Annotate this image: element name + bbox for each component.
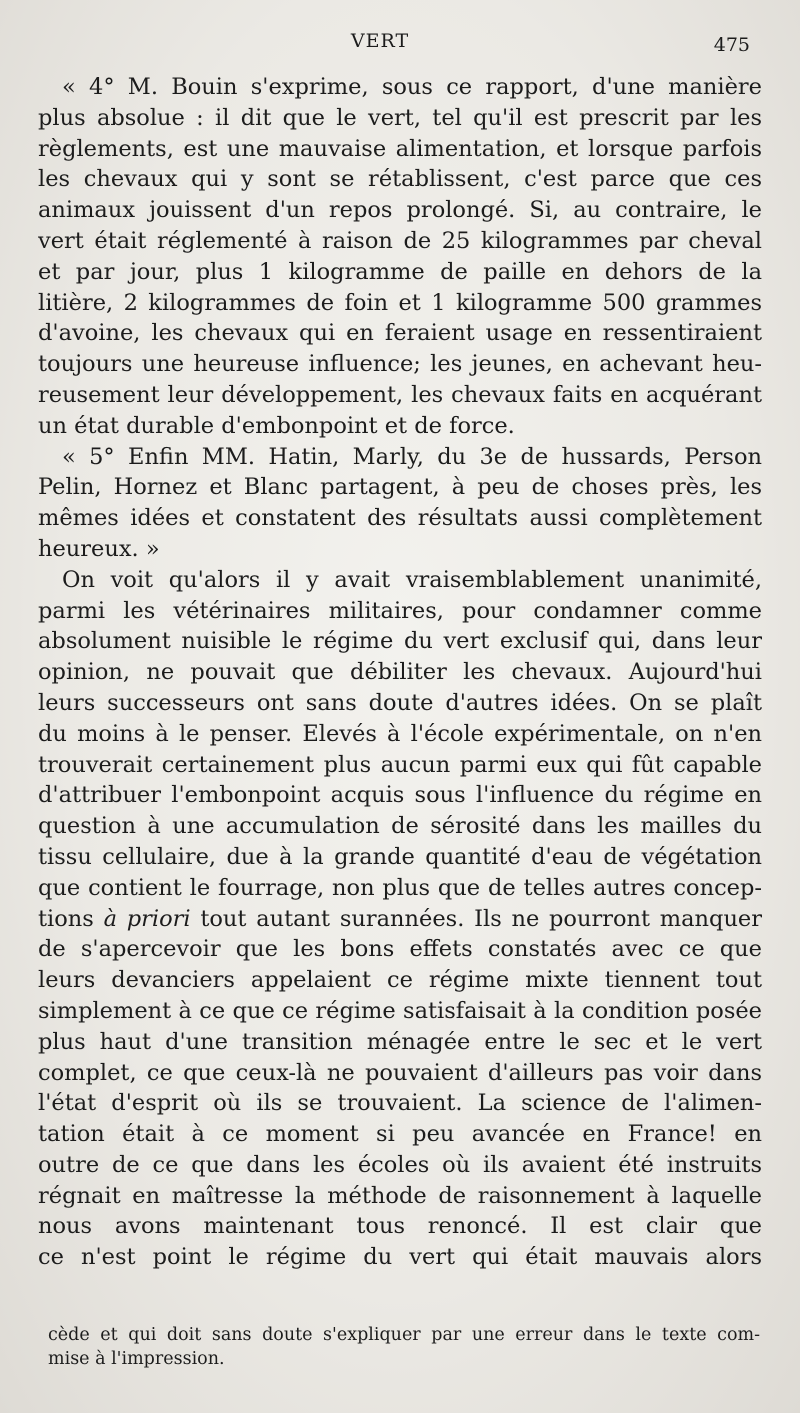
running-title: VERT <box>350 30 410 52</box>
text-line: leurs successeurs ont sans doute d'autres idées. On se plaît <box>38 689 762 716</box>
text-line: d'attribuer l'embonpoint acquis sous l'influence du régime en <box>38 782 762 809</box>
text-line: plus haut d'une transition ménagée entre le sec et le vert <box>38 1028 762 1055</box>
text-line: régnait en maîtresse la méthode de raisonnement à laquelle <box>38 1182 762 1209</box>
text-line: de s'apercevoir que les bons effets constatés avec ce que <box>38 936 762 963</box>
italic-phrase: à priori <box>103 905 191 932</box>
text-line: Pelin, Hornez et Blanc partagent, à peu de choses près, les <box>38 474 762 501</box>
page-header <box>0 30 800 60</box>
footnote <box>48 1323 760 1371</box>
body-text <box>38 72 762 1273</box>
text-line: un état durable d'embonpoint et de force. <box>38 412 515 439</box>
text-line: opinion, ne pouvait que débiliter les chevaux. Aujourd'hui <box>38 659 762 686</box>
text-line: toujours une heureuse influence; les jeunes, en achevant heu- <box>38 351 762 378</box>
text-line: « 4° M. Bouin s'exprime, sous ce rapport, d'une manière <box>62 74 762 100</box>
text-line-end: tout autant surannées. Ils ne pourront manquer <box>200 905 762 932</box>
text-line: ce n'est point le régime du vert qui était mauvais alors <box>38 1244 762 1271</box>
text-line <box>38 904 762 935</box>
text-line: animaux jouissent d'un repos prolongé. Si, au contraire, le <box>38 197 762 224</box>
text-line-start: tions <box>38 905 94 932</box>
text-line: les chevaux qui y sont se rétablissent, c'est parce que ces <box>38 166 762 193</box>
text-line: l'état d'esprit où ils se trouvaient. La science de l'alimen- <box>38 1090 762 1117</box>
text-line: question à une accumulation de sérosité dans les mailles du <box>38 813 762 840</box>
text-line: complet, ce que ceux-là ne pouvaient d'ailleurs pas voir dans <box>38 1059 762 1086</box>
text-line: mêmes idées et constatent des résultats aussi complètement <box>38 505 762 532</box>
text-line: parmi les vétérinaires militaires, pour condamner comme <box>38 597 762 624</box>
text-line: règlements, est une mauvaise alimentation, et lorsque parfois <box>38 135 762 162</box>
text-line: leurs devanciers appelaient ce régime mixte tiennent tout <box>38 967 762 994</box>
text-line: et par jour, plus 1 kilogramme de paille en dehors de la <box>38 258 762 285</box>
text-line: simplement à ce que ce régime satisfaisait à la condition posée <box>38 997 762 1024</box>
footnote-line: cède et qui doit sans doute s'expliquer par une erreur dans le texte com- <box>48 1325 760 1345</box>
text-line: On voit qu'alors il y avait vraisemblablement unanimité, <box>62 566 762 593</box>
text-line: vert était réglementé à raison de 25 kilogrammes par cheval <box>38 227 762 254</box>
text-line: tissu cellulaire, due à la grande quantité d'eau de végétation <box>38 843 762 870</box>
text-line: « 5° Enfin MM. Hatin, Marly, du 3e de hussards, Person <box>62 443 762 470</box>
text-line: heureux. » <box>38 535 160 562</box>
text-line: que contient le fourrage, non plus que de telles autres concep- <box>38 874 762 901</box>
footnote-line: mise à l'impression. <box>48 1349 225 1369</box>
page-number: 475 <box>713 34 750 56</box>
text-line: tation était à ce moment si peu avancée en France! en <box>38 1121 762 1148</box>
text-line: reusement leur développement, les chevaux faits en acquérant <box>38 381 762 408</box>
text-line: du moins à le penser. Elevés à l'école expérimentale, on n'en <box>38 720 762 747</box>
text-line: d'avoine, les chevaux qui en feraient usage en ressentiraient <box>38 320 762 347</box>
text-line: nous avons maintenant tous renoncé. Il est clair que <box>38 1213 762 1240</box>
text-line: litière, 2 kilogrammes de foin et 1 kilogramme 500 grammes <box>38 289 762 316</box>
text-line: absolument nuisible le régime du vert exclusif qui, dans leur <box>38 628 762 655</box>
text-line: trouverait certainement plus aucun parmi eux qui fût capable <box>38 751 762 778</box>
text-line: plus absolue : il dit que le vert, tel qu'il est prescrit par les <box>38 104 762 131</box>
text-line: outre de ce que dans les écoles où ils avaient été instruits <box>38 1151 762 1178</box>
